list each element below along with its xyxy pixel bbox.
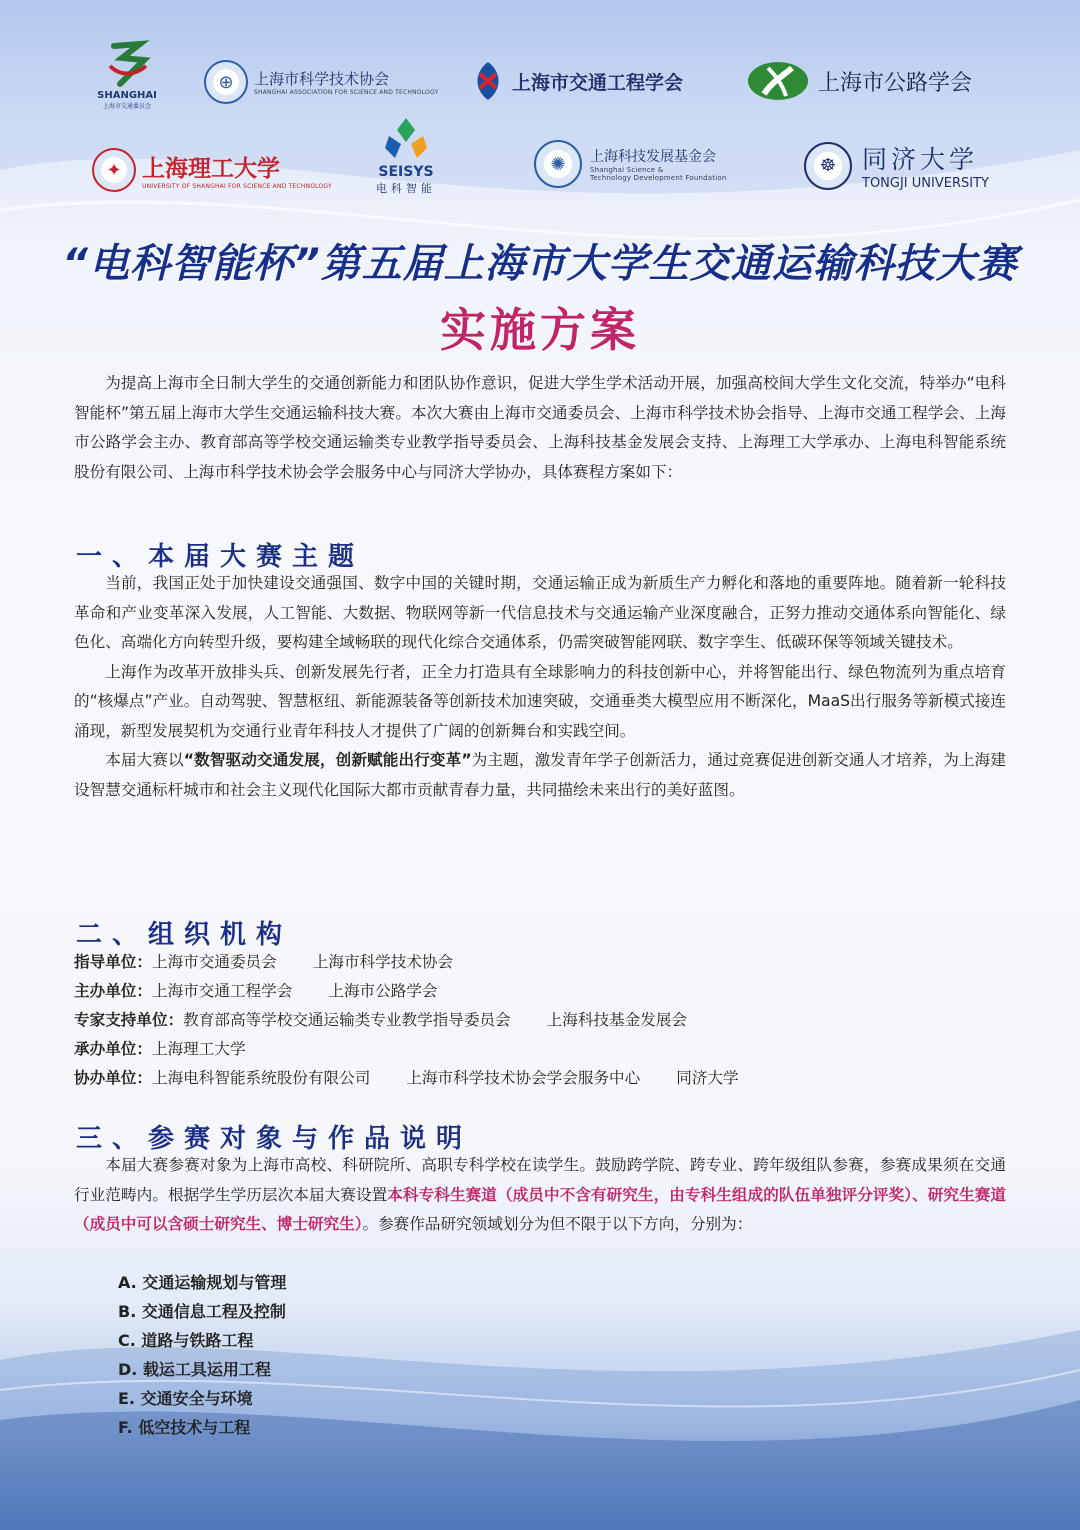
section-1-paragraph-1: 当前，我国正处于加快建设交通强国、数字中国的关键时期，交通运输正成为新质生产力孵化和落地的重要阵地。随着新一轮科技革命和产业变革深入发展，人工智能、大数据、物联网等新一代信息技术与交通运输产业深度融合，正努力推动交通体系向智能化、绿色化、高端化方向转型升级，要构建全域畅联的现代化综合交通体系，仍需突破智能网联、数字孪生、低碳环保等领域关键技术。 [74,574,1006,651]
org-value: 上海市科学技术协会 [312,953,454,971]
tongji-emblem-icon: ☸ [804,142,852,190]
usst-emblem-icon: ✦ [92,148,136,192]
foundation-emblem-icon: ✺ [534,140,582,188]
tongji-name: 同济大学 [862,145,979,174]
section-1-paragraph-3 [74,746,1006,805]
logo-usst [92,148,332,192]
org-value: 上海市公路学会 [328,982,438,1000]
tongji-en-name: TONGJI UNIVERSITY [862,176,989,191]
org-value: 教育部高等学校交通运输类专业教学指导委员会 [183,1011,511,1029]
org-label: 协办单位： [74,1069,152,1087]
org-label: 主办单位： [74,982,152,1000]
sast-emblem-icon: ⊕ [204,60,248,104]
page-subtitle: 实施方案 [440,303,640,357]
section-2-title: 二、组织机构 [76,920,293,950]
sast-en-name: SHANGHAI ASSOCIATION FOR SCIENCE AND TECHNOLOGY [254,89,439,96]
tracks-highlight: 本科专科生赛道（成员中不含有研究生，由专科生组成的队伍单独评分评奖）、研究生赛道（成员中可以含硕士研究生、博士研究生） [74,1185,1006,1233]
org-value: 同济大学 [676,1069,739,1087]
intro-paragraph: 为提高上海市全日制大学生的交通创新能力和团队协作意识，促进大学生学术活动开展，加强高校间大学生文化交流，特举办“电科智能杯”第五届上海市大学生交通运输科技大赛。本次大赛由上海市交通委员会、上海市科学技术协会指导、上海市交通工程学会、上海市公路学会主办、教育部高等学校交通运输类专业教学指导委员会、上海科技基金发展会支持、上海理工大学承办、上海电科智能系统股份有限公司、上海市科学技术协会学会服务中心与同济大学协办，具体赛程方案如下： [74,374,1006,481]
org-label: 指导单位： [74,953,152,971]
directions-lead-text: 。参赛作品研究领域划分为但不限于以下方向，分别为： [362,1215,753,1233]
traffic-engineering-name: 上海市交通工程学会 [512,71,684,94]
seisys-emblem-icon [381,114,431,164]
highway-name: 上海市公路学会 [818,70,973,96]
section-3-body [74,1151,1006,1240]
org-value: 上海理工大学 [151,1040,246,1058]
page-title: “电科智能杯”第五届上海市大学生交通运输科技大赛 [62,241,1018,287]
direction-item: C. 道路与铁路工程 [118,1331,254,1350]
foundation-name: 上海科技发展基金会 [590,149,716,165]
theme-slogan: “数智驱动交通发展，创新赋能出行变革” [183,751,472,769]
shanghai-transport-emblem-icon [100,36,154,90]
logo-foundation [534,140,726,188]
direction-item: B. 交通信息工程及控制 [118,1302,286,1321]
shanghai-transport-main: SHANGHAI [97,90,157,101]
foundation-en-2: Technology Development Foundation [590,174,727,182]
org-row-organizer [74,1035,282,1064]
org-row-co-organizer [74,1064,775,1093]
section-1-title: 一、本届大赛主题 [76,542,365,572]
direction-item: A. 交通运输规划与管理 [118,1273,287,1292]
logo-shanghai-transport [92,36,162,110]
direction-item: F. 低空技术与工程 [118,1418,251,1437]
org-value: 上海市科学技术协会学会服务中心 [406,1069,641,1087]
section-3-title: 三、参赛对象与作品说明 [76,1124,473,1154]
intro-block [74,369,1006,487]
direction-item: E. 交通安全与环境 [118,1389,253,1408]
usst-en-name: UNIVERSITY OF SHANGHAI FOR SCIENCE AND TECHNOLOGY [142,183,332,190]
org-row-expert [74,1006,723,1035]
org-label: 承办单位： [74,1040,152,1058]
participants-text: 本届大赛参赛对象为上海市高校、科研院所、高职专科学校在读学生。鼓励跨学院、跨专业、跨年级组队参赛，参赛成果须在交通行业范畴内。根据学生学历层次本届大赛设置 [74,1156,1006,1204]
seisys-en: SEISYS [378,164,434,180]
logo-sast [204,60,438,104]
section-1-body [74,569,1006,805]
logo-seisys [376,114,436,196]
org-value: 上海电科智能系统股份有限公司 [151,1069,371,1087]
logo-highway [746,60,972,102]
org-label: 专家支持单位： [74,1011,184,1029]
theme-rest-text: 为主题，激发青年学子创新活力，通过竞赛促进创新交通人才培养，为上海建设智慧交通标杆城市和社会主义现代化国际大都市贡献青春力量，共同描绘未来出行的美好蓝图。 [74,751,1006,799]
shanghai-transport-sub: 上海市交通委员会 [102,103,151,110]
section-1-paragraph-2: 上海作为改革开放排头兵、创新发展先行者，正全力打造具有全球影响力的科技创新中心，并将智能出行、绿色物流列为重点培育的“核爆点”产业。自动驾驶、智慧枢纽、新能源装备等创新技术加速突破，交通垂类大模型应用不断深化，MaaS出行服务等新模式接连涌现，新型发展契机为交通行业青年科技人才提供了广阔的创新舞台和实践空间。 [74,662,1006,740]
logo-tongji [804,140,989,191]
org-value: 上海市交通委员会 [151,953,277,971]
section-3-paragraph [74,1151,1006,1240]
theme-intro-text: 本届大赛以 [105,751,184,769]
traffic-engineering-emblem-icon [470,60,506,102]
org-row-guide [74,948,489,977]
seisys-cn: 电科智能 [376,182,436,195]
direction-item: D. 载运工具运用工程 [118,1360,271,1379]
org-value: 上海市交通工程学会 [151,982,293,1000]
org-row-host [74,977,474,1006]
highway-emblem-icon [746,60,810,102]
logo-traffic-engineering [470,60,683,102]
sast-name: 上海市科学技术协会 [254,70,390,88]
org-value: 上海科技基金发展会 [546,1011,688,1029]
usst-name: 上海理工大学 [142,155,280,182]
foundation-en-1: Shanghai Science & [590,166,664,174]
